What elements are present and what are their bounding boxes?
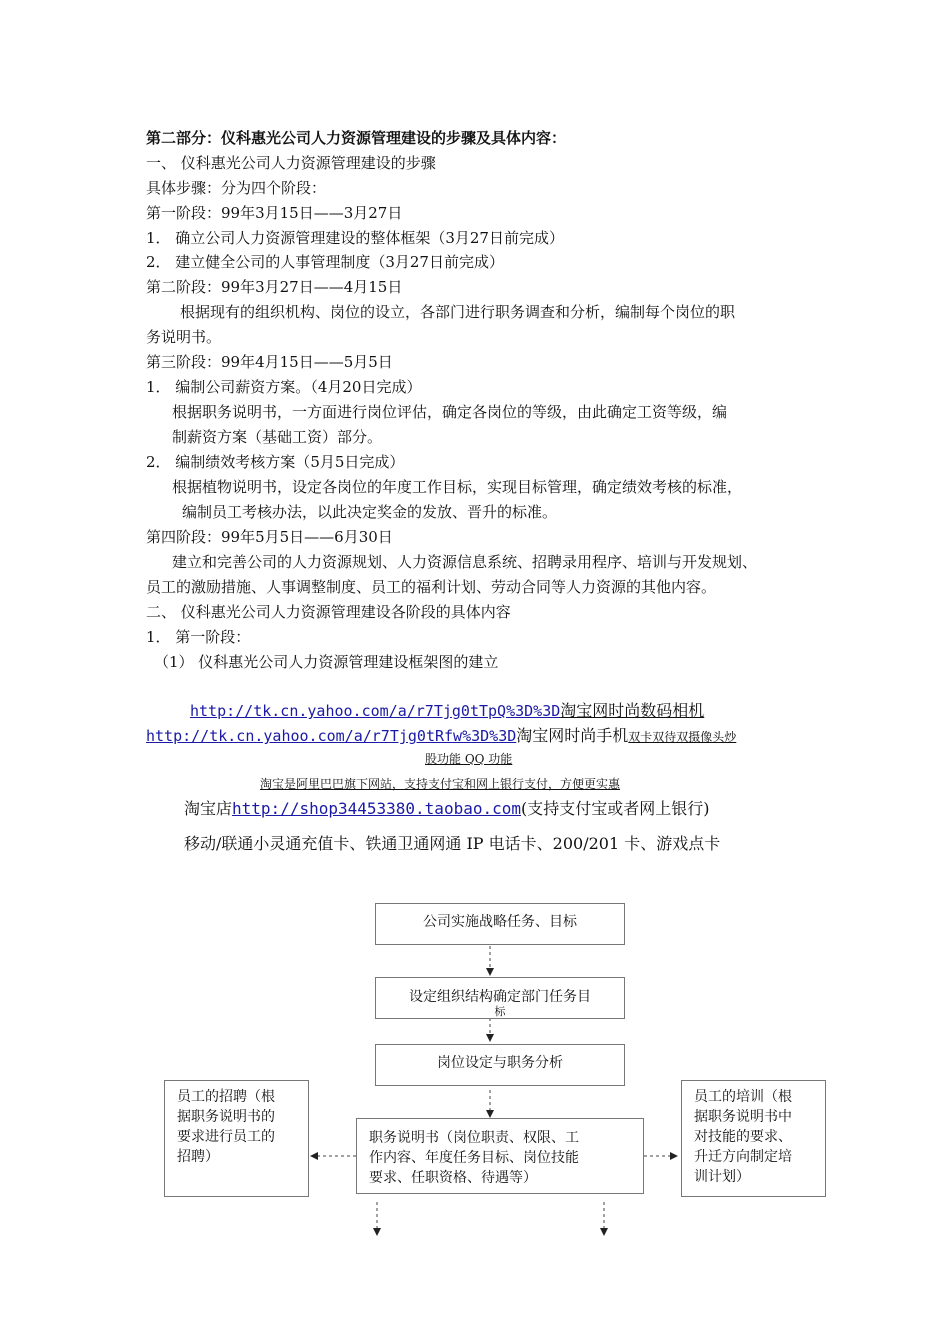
training-line: 训计划） [694, 1169, 750, 1185]
stage-two-heading: 第二阶段：99年3月27日——4月15日 [146, 278, 403, 296]
stage-one-heading: 第一阶段：99年3月15日——3月27日 [146, 204, 403, 222]
flow-box-strategy-text: 公司实施战略任务、目标 [423, 914, 577, 930]
shop-suffix: (支持支付宝或者网上银行) [521, 799, 710, 818]
text-line: 制薪资方案（基础工资）部分。 [172, 428, 383, 446]
flow-box-training [681, 1080, 826, 1197]
flow-box-structure-cut: 标 [494, 1005, 506, 1018]
recruit-line: 员工的招聘（根 [177, 1089, 275, 1105]
recruit-line: 要求进行员工的 [177, 1129, 275, 1145]
stage-four-heading: 第四阶段：99年5月5日——6月30日 [146, 528, 393, 546]
shop-prefix: 淘宝店 [184, 799, 233, 818]
text-line: 1． 确立公司人力资源管理建设的整体框架（3月27日前完成） [146, 229, 564, 247]
heading-contents: 二、 仪科惠光公司人力资源管理建设各阶段的具体内容 [146, 603, 511, 621]
stage-three-heading: 第三阶段：99年4月15日——5月5日 [146, 353, 393, 371]
flow-box-recruitment [164, 1080, 309, 1197]
recruit-line: 招聘） [177, 1149, 219, 1165]
text-line: 建立和完善公司的人力资源规划、人力资源信息系统、招聘录用程序、培训与开发规划、 [172, 553, 758, 571]
flow-box-job-description [356, 1118, 644, 1194]
phone-features-cont[interactable]: 股功能 QQ 功能 [425, 752, 513, 766]
flow-box-structure-text: 设定组织结构确定部门任务目 [409, 989, 591, 1005]
job-desc-line: 作内容、年度任务目标、岗位技能 [369, 1150, 579, 1166]
text-line: 2． 编制绩效考核方案（5月5日完成） [146, 453, 405, 471]
flow-box-position [375, 1044, 625, 1086]
text-line: 根据现有的组织机构、岗位的设立，各部门进行职务调查和分析，编制每个岗位的职 [180, 303, 736, 321]
job-desc-line: 要求、任职资格、待遇等） [369, 1170, 537, 1186]
yahoo-link-phone[interactable]: http://tk.cn.yahoo.com/a/r7Tjg0tRfw%3D%3D [146, 727, 517, 745]
text-line: 根据职务说明书，一方面进行岗位评估，确定各岗位的等级，由此确定工资等级，编 [172, 403, 728, 421]
text-line: （1） 仪科惠光公司人力资源管理建设框架图的建立 [154, 653, 499, 671]
ad-line-camera [190, 700, 704, 722]
flow-box-position-text: 岗位设定与职务分析 [437, 1055, 563, 1071]
text-line: 具体步骤：分为四个阶段： [146, 179, 327, 197]
recruit-line: 据职务说明书的 [177, 1109, 275, 1125]
cards-line: 移动/联通小灵通充值卡、铁通卫通网通 IP 电话卡、200/201 卡、游戏点卡 [184, 834, 721, 853]
text-line: 1． 第一阶段： [146, 628, 251, 646]
phone-features[interactable]: 双卡双待双摄像头炒 [628, 730, 737, 744]
training-line: 升迁方向制定培 [694, 1149, 792, 1165]
camera-link-text[interactable]: 淘宝网时尚数码相机 [560, 701, 705, 720]
text-line: 编制员工考核办法，以此决定奖金的发放、晋升的标准。 [182, 503, 558, 521]
flow-box-structure [375, 977, 625, 1019]
flow-box-strategy [375, 903, 625, 945]
ad-line-phone [146, 725, 736, 748]
training-line: 对技能的要求、 [694, 1129, 792, 1145]
text-line: 员工的激励措施、人事调整制度、员工的福利计划、劳动合同等人力资源的其他内容。 [146, 578, 717, 596]
taobao-shop-line [184, 798, 710, 820]
taobao-note[interactable]: 淘宝是阿里巴巴旗下网站，支持支付宝和网上银行支付，方便更实惠 [260, 777, 621, 791]
phone-link-text: 淘宝网时尚手机 [516, 726, 629, 745]
text-line: 1． 编制公司薪资方案。（4月20日完成） [146, 378, 422, 396]
text-line: 根据植物说明书，设定各岗位的年度工作目标，实现目标管理，确定绩效考核的标准， [172, 478, 743, 496]
training-line: 据职务说明书中 [694, 1109, 792, 1125]
heading-steps: 一、 仪科惠光公司人力资源管理建设的步骤 [146, 154, 436, 172]
yahoo-link-camera[interactable]: http://tk.cn.yahoo.com/a/r7Tjg0tTpQ%3D%3D [190, 702, 561, 720]
section-title: 第二部分：仪科惠光公司人力资源管理建设的步骤及具体内容： [146, 129, 567, 147]
training-line: 员工的培训（根 [694, 1089, 792, 1105]
text-line: 2． 建立健全公司的人事管理制度（3月27日前完成） [146, 253, 504, 271]
taobao-shop-link[interactable]: http://shop34453380.taobao.com [232, 799, 521, 818]
job-desc-line: 职务说明书（岗位职责、权限、工 [369, 1130, 579, 1146]
text-line: 务说明书。 [146, 328, 222, 346]
